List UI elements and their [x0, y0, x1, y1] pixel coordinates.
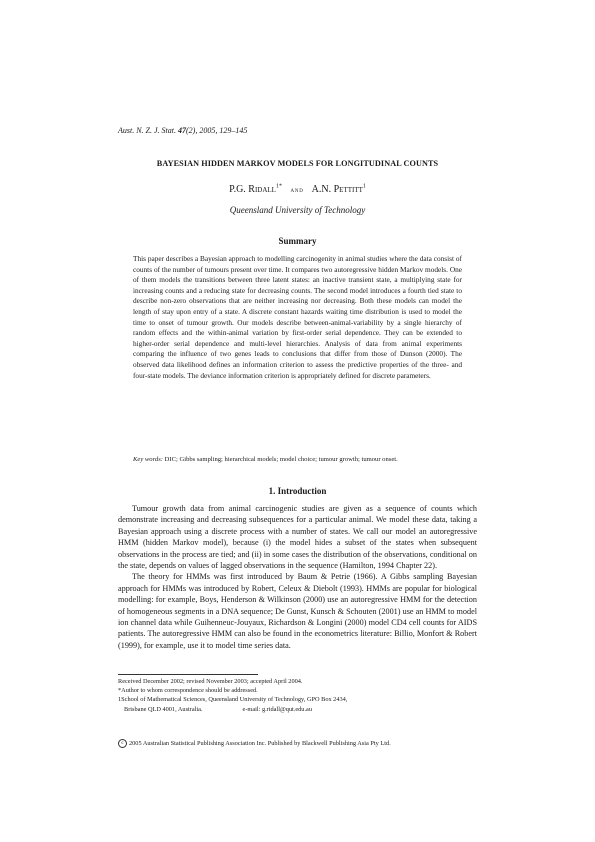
section-body	[118, 503, 477, 651]
journal-issue-pages: (2), 2005, 129–145	[186, 126, 248, 135]
summary-heading: Summary	[278, 236, 317, 246]
footnote-received: Received December 2002; revised November 2003; accepted April 2004.	[118, 678, 303, 685]
paper-title: BAYESIAN HIDDEN MARKOV MODELS FOR LONGITUDINAL COUNTS	[156, 159, 439, 168]
abstract-text: This paper describes a Bayesian approach to modelling carcinogenity in animal studies where the data consist of counts of the number of tumours present over time. It compares two autoregressive hidden Markov models. One of them models the transitions between three latent states: an inactive transient state, a multiplying state for increasing counts and a reducing state for decreasing counts. The second model introduces a fourth tied state to describe non-zero observations that are neither increasing nor decreasing. Both these models can model the length of stay upon entry of a state. A discrete constant hazards waiting time distribution is used to model the time to onset of tumour growth. Our models describe between-animal-variability by a single hierarchy of random effects and the within-animal variation by first-order serial dependence. They can be extended to higher-order serial dependence and multi-level hierarchies. Analysis of data from animal experiments comparing the influence of two genes leads to conclusions that differ from those of Dunson (2000). The observed data likelihood defines an information criterion to assess the predictive properties of the three- and four-state models. The deviance information criterion is appropriately defined for discrete parameters.	[133, 254, 462, 380]
keywords-label: Key words:	[133, 456, 163, 463]
footnotes	[118, 677, 477, 714]
copyright-line	[118, 739, 391, 748]
author-1: P.G. Ridall$^{1*}$	[229, 184, 282, 196]
paragraph-2: The theory for HMMs was first introduced by Baum & Petrie (1966). A Gibbs sampling Bayesian approach for HMMs was introduced by Robert, Celeux & Diebolt (1993). HMMs are popular for biological modelling: for example, Boys, Henderson & Wilkinson (2000) use an autoregressive HMM for the detection of homogeneous segments in a DNA sequence; De Gunst, Kunsch & Schouten (2001) use an HMM to model ion channel data while Guihenneuc-Jouyaux, Richardson & Longini (2000) model CD4 cell counts for AIDS patients. The autoregressive HMM can also be found in the econometrics literature: Billio, Monfort & Robert (1999), for example, use it to model time series data.	[118, 572, 477, 650]
journal-name: Aust. N. Z. J. Stat.	[118, 126, 177, 135]
paragraph-1: Tumour growth data from animal carcinogenic studies are given as a sequence of counts which demonstrate increasing and decreasing subsequences for a particular animal. We model these data, taking a Bayesian approach using a discrete process with a number of states. We call our model an autoregressive HMM (hidden Markov model), because (i) the model hides a subset of the states when subsequent observations in the process are tied; and (ii) in some cases the distribution of the observations, conditional on the state, depends on values of lagged observations in the sequence (Hamilton, 1994 Chapter 22).	[118, 504, 477, 571]
footnote-corresponding: *Author to whom correspondence should be addressed.	[118, 687, 258, 695]
footnote-rule	[118, 674, 258, 675]
journal-volume: 47	[178, 126, 187, 135]
author-conjunction: and	[290, 185, 304, 195]
journal-citation	[118, 126, 247, 135]
footnote-address: 1School of Mathematical Sciences, Queensland University of Technology, GPO Box 2434,	[118, 696, 348, 704]
author-line	[0, 184, 595, 195]
footnote-email: e-mail: g.ridall@qut.edu.au	[242, 705, 312, 713]
keywords-text: DIC; Gibbs sampling; hierarchical models; model choice; tumour growth; tumour onset.	[162, 456, 398, 463]
keywords	[133, 456, 473, 463]
section-heading: 1. Introduction	[268, 486, 327, 496]
copyright-icon: c	[118, 739, 127, 748]
footnote-address-line2: Brisbane QLD 4001, Australia. e-mail: g.ridall@qut.edu.au	[124, 705, 312, 713]
affiliation: Queensland University of Technology	[229, 205, 366, 215]
author-2: A.N. Pettitt$^1$	[311, 184, 366, 196]
copyright-text: 2005 Australian Statistical Publishing Association Inc. Published by Blackwell Publishing Asia Pty Ltd.	[129, 739, 391, 747]
